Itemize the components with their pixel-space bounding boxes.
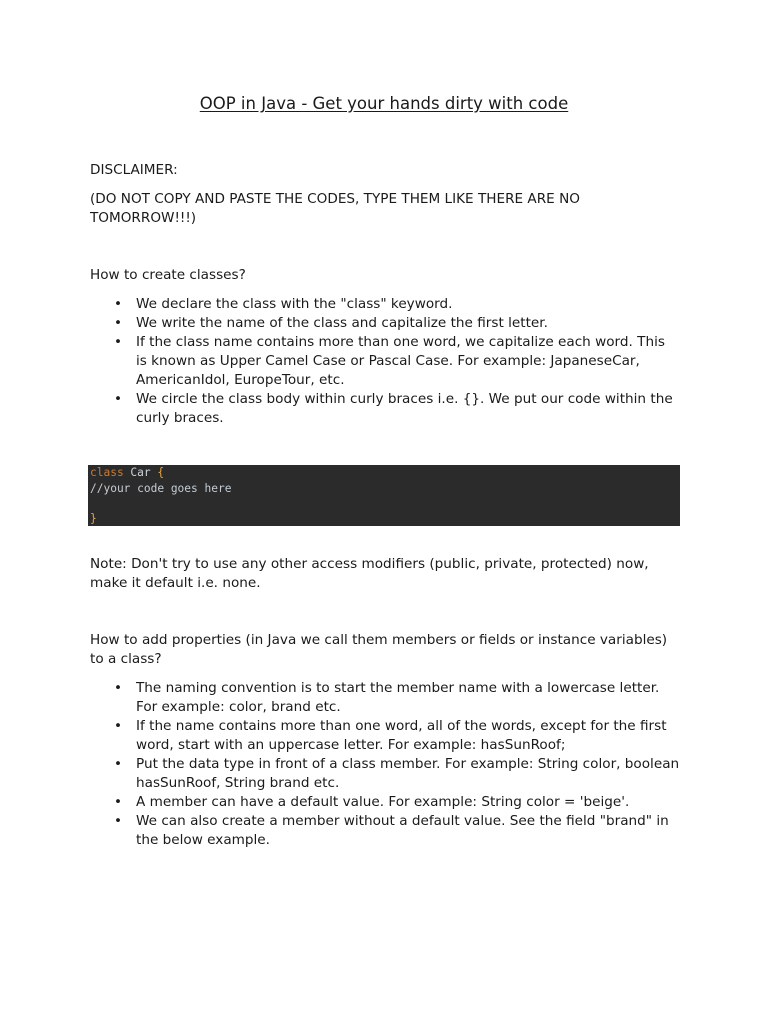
list-item	[90, 390, 680, 428]
list-item-text: The naming convention is to start the member name with a lowercase letter. For example: color, brand etc.	[136, 680, 660, 715]
note-text: Note: Don't try to use any other access modifiers (public, private, protected) now, make it default i.e. none.	[90, 556, 649, 591]
classes-bullet-list	[90, 295, 680, 428]
code-close-brace: }	[90, 512, 97, 525]
list-item	[90, 314, 680, 333]
list-item	[90, 812, 680, 850]
properties-heading: How to add properties (in Java we call them members or fields or instance variables) to a class?	[90, 632, 668, 667]
list-item	[90, 295, 680, 314]
list-item	[90, 333, 680, 390]
code-line-class-declaration	[90, 465, 164, 480]
list-item-text: If the class name contains more than one word, we capitalize each word. This is known as Upper Camel Case or Pascal Case. For example: JapaneseCar, AmericanIdol, EuropeTour, etc.	[136, 334, 665, 388]
list-item-text: We can also create a member without a default value. See the field "brand" in the below example.	[136, 813, 669, 848]
list-item-text: We declare the class with the "class" keyword.	[136, 296, 453, 312]
list-item-text: Put the data type in front of a class member. For example: String color, boolean hasSunRoof, String brand etc.	[136, 756, 680, 791]
document-title: OOP in Java - Get your hands dirty with code	[199, 94, 569, 113]
bullet-icon: •	[114, 296, 123, 312]
list-item-text: A member can have a default value. For example: String color = 'beige'.	[136, 794, 630, 810]
list-item-text: If the name contains more than one word, all of the words, except for the first word, start with an uppercase letter. For example: hasSunRoof;	[136, 718, 667, 753]
bullet-icon: •	[114, 718, 123, 734]
bullet-icon: •	[114, 756, 123, 772]
properties-bullet-list	[90, 679, 680, 850]
bullet-icon: •	[114, 315, 123, 331]
code-open-brace: {	[157, 466, 165, 479]
code-line-comment: //your code goes here	[90, 482, 232, 495]
list-item-text: We circle the class body within curly braces i.e. {}. We put our code within the curly braces.	[136, 391, 673, 426]
bullet-icon: •	[114, 680, 123, 696]
disclaimer-text: (DO NOT COPY AND PASTE THE CODES, TYPE THEM LIKE THERE ARE NO TOMORROW!!!)	[90, 191, 580, 226]
bullet-icon: •	[114, 813, 123, 829]
disclaimer-heading: DISCLAIMER:	[90, 162, 178, 178]
code-keyword: class	[90, 466, 124, 479]
list-item-text: We write the name of the class and capitalize the first letter.	[136, 315, 548, 331]
classes-heading: How to create classes?	[90, 267, 246, 283]
list-item	[90, 717, 680, 755]
list-item	[90, 793, 680, 812]
bullet-icon: •	[114, 334, 123, 350]
list-item	[90, 679, 680, 717]
bullet-icon: •	[114, 794, 123, 810]
code-class-name: Car	[123, 466, 158, 479]
list-item	[90, 755, 680, 793]
code-block	[88, 465, 680, 526]
bullet-icon: •	[114, 391, 123, 407]
